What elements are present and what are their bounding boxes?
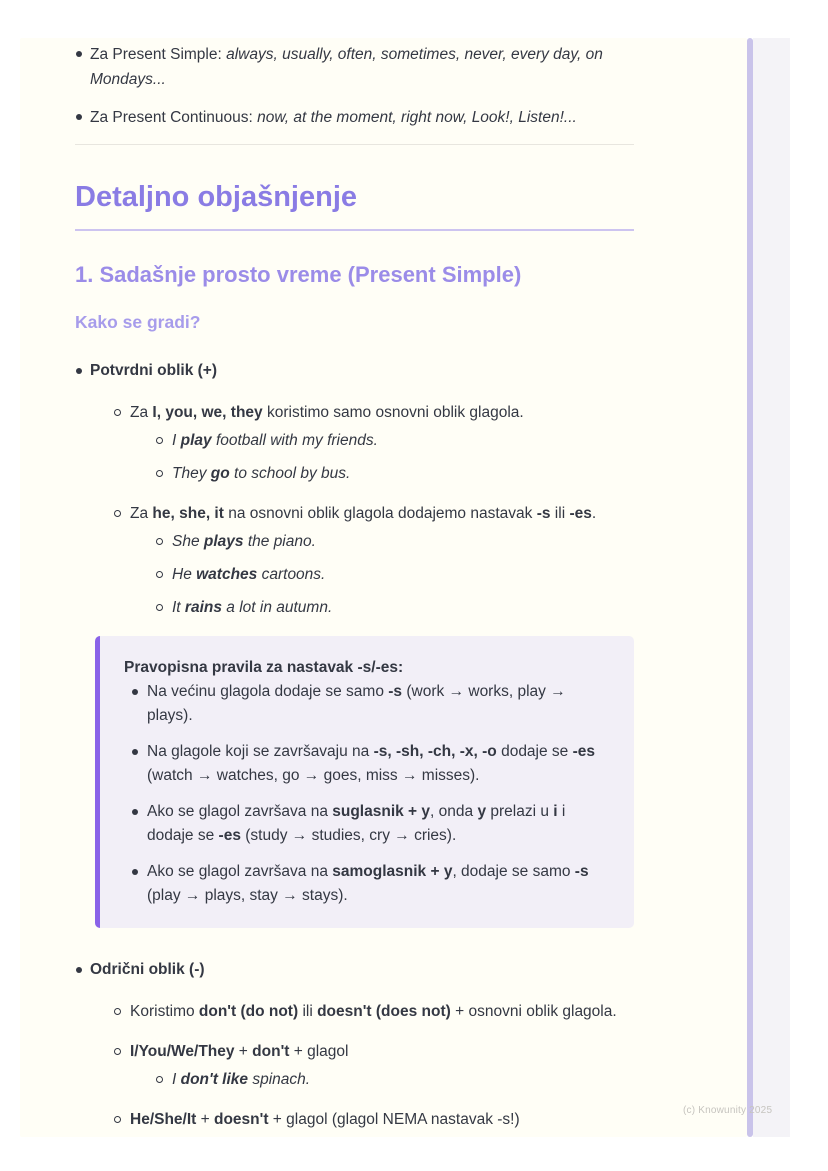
callout-rule-item: Ako se glagol završava na samoglasnik + y, dodaje se samo -s (play → plays, stay → stays).	[147, 860, 610, 908]
forms-list	[75, 359, 634, 1132]
callout-rule-item: Na glagole koji se završavaju na -s, -sh, -ch, -x, -o dodaje se -es (watch → watches, go → goes, miss → misses).	[147, 740, 610, 788]
example-item: It rains a lot in autumn.	[172, 596, 634, 620]
negative-rules-list	[90, 1000, 634, 1132]
example-item: I don't like spinach.	[172, 1068, 634, 1092]
example-item: I play football with my friends.	[172, 429, 634, 453]
affirmative-rules-list	[90, 401, 634, 620]
rule-item	[130, 1000, 634, 1024]
spelling-rules-callout	[95, 636, 634, 928]
callout-rule-item: Ako se glagol završava na suglasnik + y, onda y prelazi u i i dodaje se -es (study → studies, cry → cries).	[147, 800, 610, 848]
example-item: They go to school by bus.	[172, 462, 634, 486]
section-heading: Detaljno objašnjenje	[75, 179, 634, 231]
negative-form-item	[90, 958, 634, 1132]
examples-list	[130, 429, 634, 486]
rule-item	[130, 401, 634, 486]
rule-text: Za he, she, it na osnovni oblik glagola dodajemo nastavak -s ili -es.	[130, 505, 597, 522]
section-divider	[75, 144, 634, 145]
list-item: Za Present Continuous: now, at the moment, right now, Look!, Listen!...	[90, 105, 634, 130]
examples-list	[130, 530, 634, 620]
list-item: Za Present Simple: always, usually, often, sometimes, never, every day, on Mondays...	[90, 42, 634, 92]
page-content	[20, 38, 747, 1132]
callout-rules-list	[124, 680, 610, 908]
examples-list	[130, 1068, 634, 1092]
example-item: She plays the piano.	[172, 530, 634, 554]
scrollbar-track[interactable]	[753, 38, 790, 1137]
callout-title: Pravopisna pravila za nastavak -s/-es:	[124, 659, 404, 676]
rule-text: I/You/We/They + don't + glagol	[130, 1043, 349, 1060]
negative-form-title: Odrični oblik (-)	[90, 961, 205, 978]
document-page	[20, 38, 747, 1137]
callout-rule-item: Na većinu glagola dodaje se samo -s (work → works, play → plays).	[147, 680, 610, 728]
copyright-watermark: (c) Knowunity 2025	[683, 1105, 773, 1116]
method-heading: Kako se gradi?	[75, 312, 201, 332]
rule-text: He/She/It + doesn't + glagol (glagol NEMA nastavak -s!)	[130, 1111, 520, 1128]
affirmative-form-title: Potvrdni oblik (+)	[90, 362, 218, 379]
scrollbar-thumb[interactable]	[747, 38, 753, 1137]
rule-item	[130, 1108, 634, 1132]
rule-item	[130, 502, 634, 620]
affirmative-form-item	[90, 359, 634, 928]
signal-words-list	[75, 42, 634, 130]
rule-text: Koristimo don't (do not) ili doesn't (does not) + osnovni oblik glagola.	[130, 1003, 617, 1020]
example-item: He watches cartoons.	[172, 563, 634, 587]
rule-text: Za I, you, we, they koristimo samo osnovni oblik glagola.	[130, 404, 524, 421]
subsection-heading: 1. Sadašnje prosto vreme (Present Simple)	[75, 262, 522, 287]
rule-item	[130, 1040, 634, 1092]
